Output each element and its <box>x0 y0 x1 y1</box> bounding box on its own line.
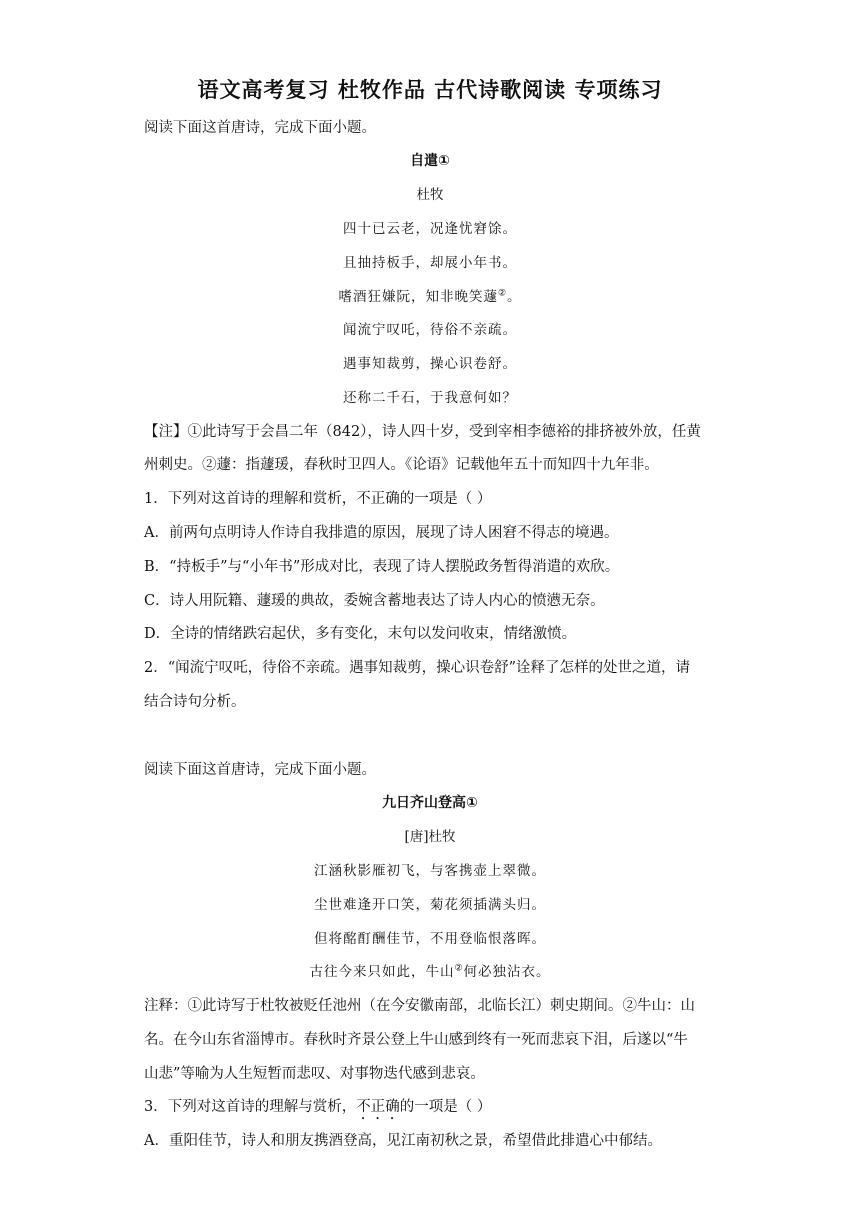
footnote-marker: ② <box>497 288 508 299</box>
poem1-verse-2: 且抽持板手，却展小年书。 <box>343 255 517 271</box>
poem1-author: 杜牧 <box>416 187 444 203</box>
poem2-verse-4: 古往今来只如此，牛山②何必独沾衣。 <box>309 963 551 980</box>
footnote-marker: ② <box>454 963 464 974</box>
section2-intro: 阅读下面这首唐诗，完成下面小题。 <box>144 762 376 778</box>
poem2-verse-2: 尘世难逢开口笑，菊花须插满头归。 <box>314 897 546 913</box>
poem1-note-line-2: 州刺史。②蘧：指蘧瑗，春秋时卫四人。《论语》记载他年五十而知四十九年非。 <box>144 457 659 473</box>
question-1: 1．下列对这首诗的理解和赏析，不正确的一项是（ ） <box>144 491 492 507</box>
document-title: 语文高考复习 杜牧作品 古代诗歌阅读 专项练习 <box>197 78 663 102</box>
section1-intro: 阅读下面这首唐诗，完成下面小题。 <box>144 120 376 136</box>
poem2-verse-3: 但将酩酊酬佳节，不用登临恨落晖。 <box>314 931 546 947</box>
question-1-option-d: D．全诗的情绪跌宕起伏，多有变化，末句以发问收束，情绪激愤。 <box>144 626 577 642</box>
poem1-verse-4: 闻流宁叹吒，待俗不亲疏。 <box>343 322 517 338</box>
poem2-title: 九日齐山登高① <box>382 795 478 811</box>
poem2-author: [唐]杜牧 <box>404 829 456 845</box>
emphasis-text: 不正确 <box>356 1099 400 1115</box>
poem1-verse-1: 四十已云老，况逢忧窘馀。 <box>343 221 517 237</box>
question-1-option-a: A．前两句点明诗人作诗自我排遣的原因，展现了诗人困窘不得志的境遇。 <box>144 525 619 541</box>
question-1-option-c: C．诗人用阮籍、蘧瑗的典故，委婉含蓄地表达了诗人内心的愤懑无奈。 <box>144 593 605 609</box>
poem2-verse-1: 江涵秋影雁初飞，与客携壶上翠微。 <box>314 863 546 879</box>
poem1-verse-6: 还称二千石，于我意何如？ <box>343 390 517 406</box>
poem2-note-line-1: 注释：①此诗写于杜牧被贬任池州（在今安徽南部，北临长江）刺史期间。②牛山：山 <box>144 998 695 1014</box>
poem1-title: 自遣① <box>410 153 450 169</box>
question-1-option-b: B．“持板手”与“小年书”形成对比，表现了诗人摆脱政务暂得消遣的欢欣。 <box>144 559 620 575</box>
question-2-line-1: 2．“闻流宁叹吒，待俗不亲疏。遇事知裁剪，操心识卷舒”诠释了怎样的处世之道，请 <box>144 660 691 676</box>
poem2-note-line-3: 山悲”等喻为人生短暂而悲叹、对事物迭代感到悲哀。 <box>144 1066 485 1082</box>
poem1-verse-3: 嗜酒狂嫌阮，知非晚笑蘧②。 <box>338 288 522 305</box>
poem1-verse-5: 遇事知裁剪，操心识卷舒。 <box>343 356 517 372</box>
question-2-line-2: 结合诗句分析。 <box>144 694 246 710</box>
question-3-option-a: A．重阳佳节，诗人和朋友携酒登高，见江南初秋之景，希望借此排遣心中郁结。 <box>144 1133 662 1149</box>
poem1-note-line-1: 【注】①此诗写于会昌二年（842），诗人四十岁，受到宰相李德裕的排挤被外放，任黄 <box>144 424 701 440</box>
poem2-note-line-2: 名。在今山东省淄博市。春秋时齐景公登上牛山感到终有一死而悲哀下泪，后遂以“牛 <box>144 1032 688 1048</box>
question-3: 3．下列对这首诗的理解与赏析，不正确的一项是（ ） <box>144 1099 492 1115</box>
